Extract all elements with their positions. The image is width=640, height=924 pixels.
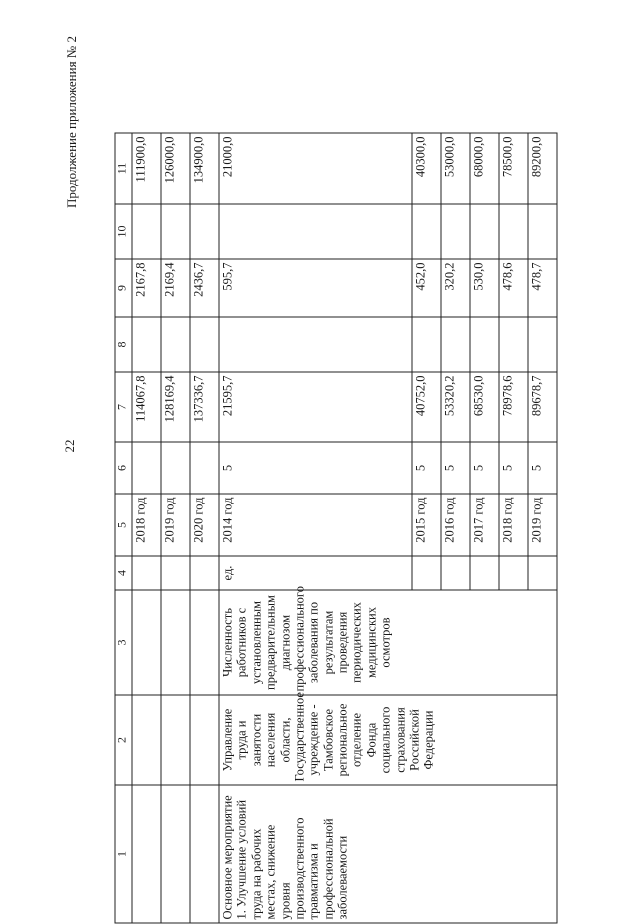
- amount-cell: 68000,0: [470, 133, 499, 204]
- amount-cell: 68530,0: [470, 372, 499, 442]
- col-num: 10: [115, 204, 132, 259]
- year-cell: 2016 год: [441, 494, 470, 556]
- amount-cell: 111900,0: [132, 133, 161, 204]
- amount-cell: 2169,4: [161, 259, 190, 317]
- amount-cell: 128169,4: [161, 372, 190, 442]
- col-num: 5: [115, 494, 132, 556]
- continuation-label: Продолжение приложения № 2: [64, 36, 79, 208]
- amount-cell: 78978,6: [499, 372, 528, 442]
- amount-cell: 137336,7: [190, 372, 219, 442]
- amount-cell: 114067,8: [132, 372, 161, 442]
- amount-cell: 2167,8: [132, 259, 161, 317]
- table-row: [132, 133, 161, 923]
- col-num: 3: [115, 590, 132, 695]
- column-number-row: [115, 133, 132, 923]
- col-num: 4: [115, 556, 132, 590]
- unit-cell: ед.: [219, 556, 412, 590]
- amount-cell: 21000,0: [219, 133, 412, 204]
- amount-cell: 78500,0: [499, 133, 528, 204]
- amount-cell: 126000,0: [161, 133, 190, 204]
- amount-cell: 53320,2: [441, 372, 470, 442]
- amount-cell: 53000,0: [441, 133, 470, 204]
- amount-cell: 21595,7: [219, 372, 412, 442]
- year-cell: 2014 год: [219, 494, 412, 556]
- measure-name: Основное мероприятие 1. Улучшение условий труда на рабочих местах, снижение уровня производственного травматизма и профессиональной заболеваемости: [219, 785, 557, 923]
- col-num: 11: [115, 133, 132, 204]
- col-num: 6: [115, 442, 132, 494]
- measure-executor: Управление труда и занятости населения области, Государственное учреждение - Тамбовское региональное отделение Фонда социального страхования Российской Федерации: [219, 695, 557, 785]
- table-row: [161, 133, 190, 923]
- col-num: 8: [115, 317, 132, 372]
- year-cell: 2015 год: [412, 494, 441, 556]
- amount-cell: 134900,0: [190, 133, 219, 204]
- amount-cell: 478,6: [499, 259, 528, 317]
- amount-cell: 530,0: [470, 259, 499, 317]
- table-row: 2019 год 5 89678,7 478,7 89200,0: [528, 133, 557, 923]
- col-num: 1: [115, 785, 132, 923]
- col-num: 7: [115, 372, 132, 442]
- year-cell: 2020 год: [190, 494, 219, 556]
- table-row: [190, 133, 219, 923]
- amount-cell: 452,0: [412, 259, 441, 317]
- year-cell: 2019 год: [528, 494, 557, 556]
- amount-cell: 320,2: [441, 259, 470, 317]
- col-num: 9: [115, 259, 132, 317]
- amount-cell: 89200,0: [528, 133, 557, 204]
- program-table: [115, 133, 558, 924]
- amount-cell: 40752,0: [412, 372, 441, 442]
- table-row: Основное мероприятие 1. Улучшение условий труда на рабочих местах, снижение уровня производственного травматизма и профессиональной заболеваемости Управление труда и занятости населения области, Государственное учреждение - Тамбовское региональное отделение Фонда социального страхования Российской Федерации Численность работников с установленным предварительным диагнозом профессионального заболевания по результатам проведения периодических медицинских осмотров ед. 2014 год 5 21595,7 595,7 21000,0: [219, 133, 412, 923]
- measure-indicator: Численность работников с установленным предварительным диагнозом профессионального заболевания по результатам проведения периодических медицинских осмотров: [219, 590, 557, 695]
- rotated-table-container: [115, 134, 560, 924]
- amount-cell: 40300,0: [412, 133, 441, 204]
- year-cell: 2018 год: [499, 494, 528, 556]
- table-row: 2015 год 5 40752,0 452,0 40300,0: [412, 133, 441, 923]
- year-cell: 2017 год: [470, 494, 499, 556]
- table-row: 2017 год 5 68530,0 530,0 68000,0: [470, 133, 499, 923]
- amount-cell: 89678,7: [528, 372, 557, 442]
- amount-cell: 478,7: [528, 259, 557, 317]
- year-cell: 2018 год: [132, 494, 161, 556]
- table-row: 2018 год 5 78978,6 478,6 78500,0: [499, 133, 528, 923]
- col-num: 2: [115, 695, 132, 785]
- amount-cell: 595,7: [219, 259, 412, 317]
- page-number: 22: [62, 439, 77, 453]
- table-row: 2016 год 5 53320,2 320,2 53000,0: [441, 133, 470, 923]
- amount-cell: 2436,7: [190, 259, 219, 317]
- year-cell: 2019 год: [161, 494, 190, 556]
